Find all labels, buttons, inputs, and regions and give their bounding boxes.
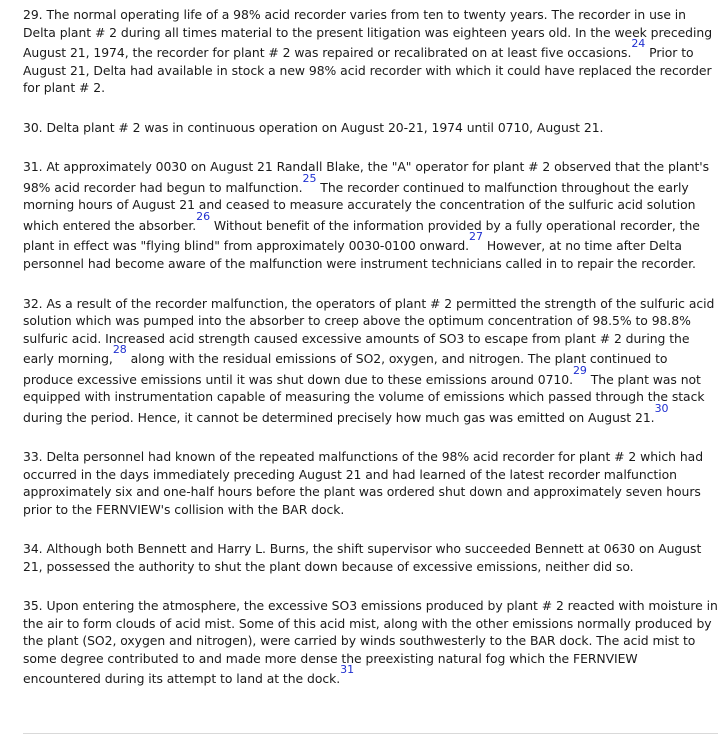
paragraph-text: 33. Delta personnel had known of the repeated malfunctions of the 98% acid recorder for plant # 2 which had occurred in the days immediately preceding August 21 and had learned of the latest recorder malfunction approximately six and one-half hours before the plant was ordered shut down and approximately seven hours prior to the FERNVIEW's collision with the BAR dock. (23, 449, 704, 517)
paragraph-text: 30. Delta plant # 2 was in continuous operation on August 20-21, 1974 until 0710, August 21. (23, 119, 604, 135)
footnote-link-28[interactable]: 28 (112, 343, 127, 356)
paragraph-35 (23, 597, 718, 688)
footnote-link-27[interactable]: 27 (469, 230, 483, 244)
paragraph-32 (23, 295, 718, 427)
footnote-link-29[interactable]: 29 (572, 363, 587, 377)
paragraph-31 (23, 158, 718, 272)
paragraph-text: 34. Although both Bennett and Harry L. Burns, the shift supervisor who succeeded Bennett at 0630 on August 21, possessed the authority to shut the plant down because of excessive emissions, neither did so. (23, 541, 702, 574)
footnote-link-24[interactable]: 24 (631, 37, 646, 50)
footnote-link-26[interactable]: 26 (196, 209, 211, 223)
footnote-link-25[interactable]: 25 (302, 171, 317, 185)
paragraph-text: Without benefit of the information provided by a fully operational recorder, the plant in effect was "flying blind" from approximately 0030-0100 onward. (23, 217, 700, 254)
paragraph-text: 32. As a result of the recorder malfunction, the operators of plant # 2 permitted the strength of the sulfuric acid solution which was pumped into the absorber to creep above the optimum concentration of 98.5% to 98.8% sulfuric acid. Increased acid strength caused excessive amounts of SO3 to escape from plant # 2 during the early morning, (23, 295, 715, 367)
paragraph-text: Prior to August 21, Delta had available in stock a new 98% acid recorder with which it could have replaced the recorder for plant # 2. (23, 45, 712, 96)
paragraph-text: The recorder continued to malfunction throughout the early morning hours of August 21 and ceased to measure accurately the concentration of the sulfuric acid solution which entered the absorber. (23, 179, 696, 233)
paragraph-text: 29. The normal operating life of a 98% acid recorder varies from ten to twenty years. The recorder in use in Delta plant # 2 during all times material to the present litigation was eighteen years old. In the week preceding August 21, 1974, the recorder for plant # 2 was repaired or recalibrated on at least five occasions. (23, 7, 713, 61)
paragraph-text: However, at no time after Delta personnel had become aware of the malfunction were instrument technicians called in to repair the recorder. (23, 238, 696, 271)
paragraph-text: 31. At approximately 0030 on August 21 Randall Blake, the "A" operator for plant # 2 observed that the plant's 98% acid recorder had begun to malfunction. (23, 159, 710, 195)
bottom-divider (23, 733, 718, 734)
footnote-link-30[interactable]: 30 (654, 401, 669, 415)
paragraph-text: along with the residual emissions of SO2, oxygen, and nitrogen. The plant continued to produce excessive emissions until it was shut down due to these emissions around 0710. (23, 351, 668, 387)
paragraph-30 (23, 119, 718, 137)
paragraph-text: 35. Upon entering the atmosphere, the excessive SO3 emissions produced by plant # 2 reacted with moisture in the air to form clouds of acid mist. Some of this acid mist, along with the other emissions normally produced by the plant (SO2, oxygen and nitrogen), were carried by winds southwesterly to the BAR dock. The acid mist to some degree contributed to and made more dense the preexisting natural fog which the FERNVIEW encountered during its attempt to land at the dock. (23, 598, 718, 687)
paragraph-text: The plant was not equipped with instrumentation capable of measuring the volume of emissions which passed through the stack during the period. Hence, it cannot be determined precisely how much gas was emitted on August 21. (23, 371, 705, 425)
paragraph-34 (23, 540, 718, 575)
paragraph-33 (23, 448, 718, 518)
paragraph-29 (23, 6, 718, 97)
footnote-link-31[interactable]: 31 (340, 663, 355, 677)
